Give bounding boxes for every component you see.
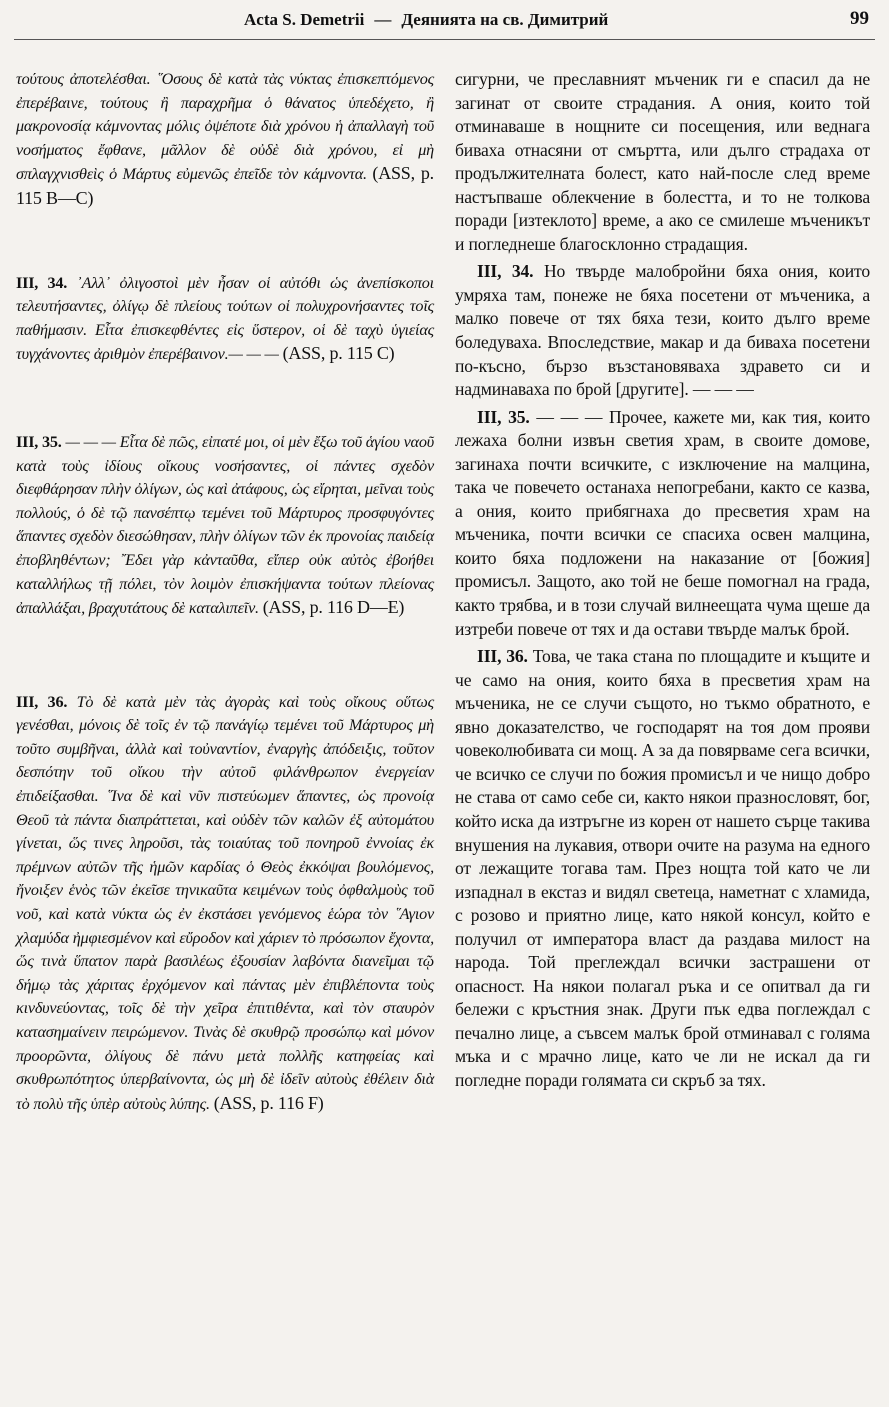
- greek-column: [16, 68, 434, 1116]
- section-number: III, 36.: [16, 692, 68, 711]
- section-number: III, 35.: [16, 432, 62, 451]
- running-title-latin: Acta S. Demetrii: [244, 10, 365, 29]
- bulgarian-section-36: [455, 645, 870, 1092]
- bulgarian-column: [455, 68, 870, 1097]
- bulgarian-paragraph-intro: [455, 68, 870, 256]
- running-title-bulgarian: Деянията на св. Димитрий: [401, 10, 609, 29]
- bulgarian-paragraph-text: Това, че така стана по площадите и къщите и че само на ония, които бяха в пресветия храм на мъченика, не се случи същото, но тъкмо обратното, е явно доказателство, че господарят на тоя дом прояви човеколюбивата си мощ. А за да повярваме сега всички, че всичко се случи по божия промисъл и че нищо добро не става от само себе си, както някои празнословят, бог, който иска да изтръгне из корен от нашето сърце такива внушения на лукавия, отвори очите на разума на едного от лежащите тогава там. През нощта той като че ли изпаднал в екстаз и видял светеца, наметнат с хламида, с розово и приятно лице, като някой консул, който е получил от императора власт да раздава милост на народа. Той преглеждал всички застрашени от опасност. На някои полагал ръка и се опитвал да ги бележи с кръстния знак. Други пък едва поглеждал с печално лице, а съвсем малък брой отминавал с голяма мъка и с мрачно лице, като че ли не искал да ги погледне поради голямата си скръб за тях.: [455, 646, 870, 1090]
- running-title: [244, 10, 608, 30]
- bulgarian-paragraph-text: — — — Прочее, кажете ми, как тия, които лежаха болни извън светия храм, в своите домове, загинаха почти всичките, с изключение на малцина, така че повечето останаха непогребани, както се казва, а ония, които прибягнаха до пресветия храм на мъченика, почти всички се спасиха освен малцина, които бяха подложени на наказание от [божия] промисъл. Защото, ако той не беше помогнал на града, както трябва, и в този случай вилнеещата чума щеше да изтреби повече от тях и да остави твърде малък брой.: [455, 406, 870, 639]
- citation: (ASS, p. 116 F): [213, 1092, 324, 1113]
- greek-section-36: [16, 691, 434, 1117]
- greek-paragraph-text: Τὸ δὲ κατὰ μὲν τὰς ἀγορὰς καὶ τοὺς οἴκους οὕτως γενέσθαι, μόνοις δὲ τοῖς ἐν τῷ πανάγίῳ τεμένει τοῦ Μάρτυρος μὴ τοῦτο συμβῆναι, ἀλλὰ καὶ τοὐναντίον, ἐναργὴς ἀπόδειξις, τοῦτον δεσπότην τοῦ οἴκου τὴν αὐτοῦ φιλάνθρωπον ἐνεργείαν ἐπιδείξασθαι. ῞Ινα δὲ καὶ νῦν πιστεύωμεν ἅπαντες, ὡς προνοίᾳ Θεοῦ τὰ πάντα διαπράττεται, καὶ οὐδὲν τῶν καλῶν ἐξ αὐτομάτου γίνεται, ὥς τινες ληροῦσι, τὰς τοιαύτας τοῦ πονηροῦ ἐννοίας ἐκ πρέμνων αὐτῶν τῆς ἡμῶν καρδίας ὁ Θεὸς ἐκκόψαι βουλόμενος, ἤνοιξεν ἑνὸς τῶν ἐκεῖσε τηνικαῦτα κειμένων τοὺς ὀφθαλμοὺς τοῦ νοῦ, καὶ κατὰ νύκτα ὡς ἐν ἐκστάσει γενόμενος ἑώρα τὸν ῞Αγιον χλαμύδα ἠμφιεσμένον καὶ εὔροδον καὶ χάριεν τὸ πρόσωπον ἔχοντα, ὥς τινὰ ὕπατον παρὰ βασιλέως ἐξουσίαν λαβόντα διανεῖμαι τῷ δήμῳ τὰς χάριτας ἐρχόμενον καὶ πάντας μὲν ἐπιβλέποντα τοὺς κινδυνεύοντας, τοῖς δὲ τὴν χεῖρα ἐπιτιθέντα, καὶ τὸν σταυρὸν κατασημαίνειν πειρώμενον. Τινὰς δὲ σκυθρῷ προσώπῳ καὶ μόνον προορῶντα, ὀλίγους δὲ πάνυ μετὰ πολλῆς κατηφείας καὶ σκυθρωπότητος ὑπερβαίνοντα, ὡς μὴ δὲ ἰδεῖν αὐτοὺς ἐθέλειν διὰ τὸ πολὺ τῆς ὑπὲρ αὐτοὺς λύπης.: [16, 692, 434, 1113]
- citation: (ASS, p. 115 B—C): [16, 163, 434, 208]
- bulgarian-paragraph-text: Но твърде малобройни бяха ония, които умряха там, понеже не бяха посетени от мъченика, а малко повече от тях бяха тези, които дълго време боледуваха. Впоследствие, макар и да биваха посетени по-късно, бързо възстановяваха здравето си и надминаваха по брой [другите]. — — —: [455, 261, 870, 400]
- bulgarian-section-34: [455, 260, 870, 401]
- page-number: 99: [850, 8, 869, 29]
- greek-paragraph-text: ᾿Αλλ᾿ ὀλιγοστοὶ μὲν ἦσαν οἱ αὐτόθι ὡς ἀνεπίσκοποι τελευτήσαντες, ὀλίγῳ δὲ πλείους τούτων οἱ πολυχρονήσαντες τοῖς παθήμασιν. Εἶτα ἐπισκεφθέντες εἰς ὕστερον, οἱ δὲ ταχὺ ὑγιείας τυγχάνοντες ἀριθμὸν ἐπερέβαινον.— — —: [16, 273, 434, 364]
- greek-paragraph-text: τούτους ἀποτελέσθαι. ῞Οσους δὲ κατὰ τὰς νύκτας ἐπισκεπτόμενος ἐπερέβαινε, τούτους ἢ παραχρῆμα ὁ θάνατος ὑπεδέχετο, ἢ μακρονοσίᾳ κάμνοντας μόλις ὀψέποτε διὰ χρόνου ἡ ἀπαλλαγὴ τοῦ νοσήματος ἔφθανε, μᾶλλον δὲ οὐδὲ διὰ χρόνου, εἰ μὴ σπλαγχνισθεὶς ὁ Μάρτυς εὐμενῶς ἐπεῖδε τὸν κάμνοντα.: [16, 70, 434, 184]
- citation: (ASS, p. 116 D—E): [262, 597, 405, 618]
- running-title-separator: —: [374, 10, 392, 29]
- bulgarian-section-35: [455, 406, 870, 641]
- page-header: [0, 0, 889, 44]
- citation: (ASS, p. 115 C): [282, 343, 395, 364]
- section-number: III, 34.: [477, 261, 534, 282]
- greek-section-35: [16, 431, 434, 621]
- bulgarian-paragraph-text: сигурни, че преславният мъченик ги е спасил да не загинат от своите страдания. А ония, които той отминаваше в нощните си посещения, или веднага биваха отнасяни от смъртта, или дълго страдаха от продължителната болест, като най-после след време настъпваше облекчение в болестта, и то не толкова поради [изтеклото] време, а ако се смилеше мъченикът и погледнеше благосклонно страдащия.: [455, 69, 870, 254]
- header-rule: [14, 39, 875, 40]
- greek-paragraph-text: — — — Εἶτα δὲ πῶς, εἰπατέ μοι, οἱ μὲν ἔξω τοῦ ἁγίου ναοῦ κατὰ τοὺς ἰδίους οἴκους νοσήσαντες, οἱ πάντες σχεδὸν διεφθάρησαν πλὴν ὀλίγων, ὡς καὶ ἀτάφους, ὡς εἴρηται, μεῖναι τοὺς πολλούς, ὁ δὲ τῷ πανσέπτῳ τεμένει τοῦ Μάρτυρος προσφυγόντες ἅπαντες σχεδὸν διεσώθησαν, πλὴν ὀλίγων τῶν ἐκ προνοίας παιδείᾳ ἐποβληθέντων; ῎Εδει γὰρ κἀνταῦθα, εἴπερ οὐκ αὐτὸς ἐβοήθει καταλλήλως τῇ πόλει, τὸν λοιμὸν ἐπισκήψαντα τούτων πλείονας ἀπαλλάξαι, βραχυτάτους δὲ καταλιπεῖν.: [16, 432, 434, 618]
- section-number: III, 36.: [477, 646, 528, 667]
- section-number: III, 35.: [477, 406, 530, 427]
- section-number: III, 34.: [16, 273, 68, 292]
- greek-paragraph-intro: [16, 68, 434, 212]
- greek-section-34: [16, 272, 434, 367]
